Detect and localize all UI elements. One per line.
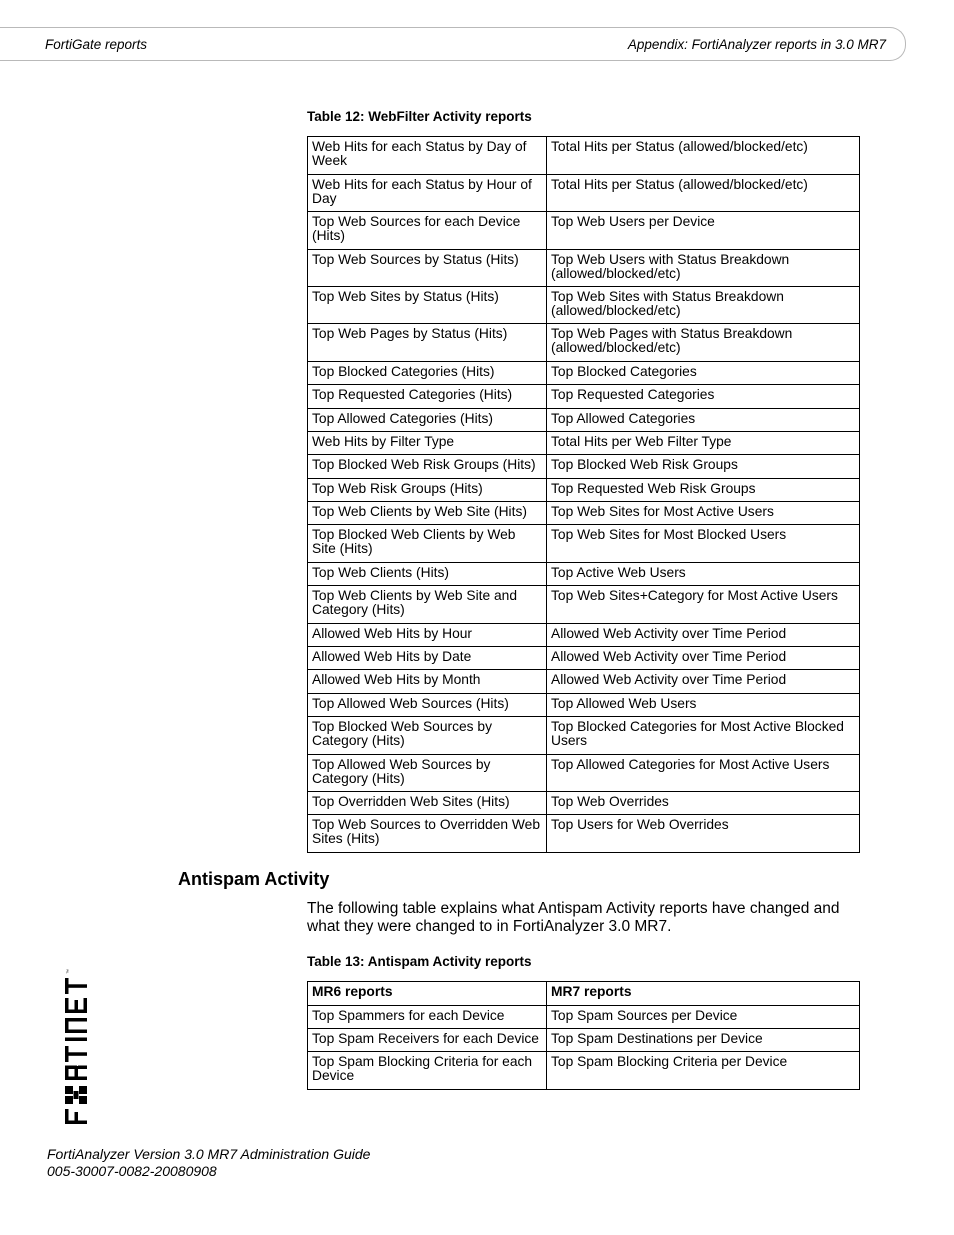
table-row [308,362,860,385]
table-row [308,175,860,212]
table-cell-new-report: Allowed Web Activity over Time Period [547,647,860,670]
table-cell-new-report: Total Hits per Status (allowed/blocked/etc) [547,137,860,175]
table-header-cell: MR7 reports [547,982,860,1006]
webfilter-reports-table [307,136,860,853]
table-row [308,586,860,624]
table-cell-old-report: Top Overridden Web Sites (Hits) [308,792,547,815]
table-cell-new-report: Top Blocked Categories [547,362,860,385]
table-header-row [308,982,860,1006]
table-cell-old-report: Allowed Web Hits by Month [308,670,547,694]
table-row [308,755,860,792]
table-header-cell: MR6 reports [308,982,547,1006]
table-cell-new-report: Top Web Sites for Most Blocked Users [547,525,860,563]
table-cell-old-report: Top Allowed Web Sources (Hits) [308,694,547,717]
table-cell-old-report: Top Blocked Categories (Hits) [308,362,547,385]
table13-caption: Table 13: Antispam Activity reports [307,954,532,969]
table-cell-old-report: Top Requested Categories (Hits) [308,385,547,409]
antispam-reports-table [307,981,860,1090]
table-cell-new-report: Top Web Overrides [547,792,860,815]
table-cell-new-report: Top Active Web Users [547,563,860,586]
table-row [308,409,860,432]
table-row [308,1006,860,1029]
table-cell-new-report: Allowed Web Activity over Time Period [547,624,860,647]
table-row [308,792,860,815]
table-cell-new-report: Top Users for Web Overrides [547,815,860,853]
table-row [308,137,860,175]
table-row [308,647,860,670]
table-cell-new-report: Top Allowed Categories for Most Active Users [547,755,860,792]
table-cell-old-report: Top Web Sources by Status (Hits) [308,250,547,287]
table-cell-new-report: Top Web Sites+Category for Most Active Users [547,586,860,624]
table-row [308,815,860,853]
table-cell-old-report: Top Web Sites by Status (Hits) [308,287,547,324]
table-cell-new-report: Top Requested Web Risk Groups [547,479,860,502]
table-row [308,670,860,694]
table-cell-old-report: Allowed Web Hits by Date [308,647,547,670]
fortinet-logo-icon [40,940,70,1126]
table-row [308,212,860,250]
table-cell-old-report: Top Web Clients by Web Site (Hits) [308,502,547,525]
header-section-name: FortiGate reports [45,37,148,52]
table-row [308,502,860,525]
table-cell-old-report: Allowed Web Hits by Hour [308,624,547,647]
table-cell-new-report: Top Web Sites with Status Breakdown (allowed/blocked/etc) [547,287,860,324]
table-cell-old-report: Top Allowed Web Sources by Category (Hits) [308,755,547,792]
table-cell-new-report: Top Requested Categories [547,385,860,409]
table-cell-new-report: Top Web Pages with Status Breakdown (allowed/blocked/etc) [547,324,860,362]
table-row [308,324,860,362]
table-row [308,1052,860,1090]
table-cell-new-report: Top Allowed Web Users [547,694,860,717]
footer-doc-title: FortiAnalyzer Version 3.0 MR7 Administration Guide [47,1146,371,1162]
table-cell-old-report: Top Web Pages by Status (Hits) [308,324,547,362]
table-cell-old-report: Top Web Sources to Overridden Web Sites (Hits) [308,815,547,853]
table-row [308,1029,860,1052]
table-cell-old-report: Top Spammers for each Device [308,1006,547,1029]
table-cell-new-report: Allowed Web Activity over Time Period [547,670,860,694]
table-row [308,250,860,287]
table-cell-new-report: Top Allowed Categories [547,409,860,432]
table-cell-new-report: Top Spam Destinations per Device [547,1029,860,1052]
footer-doc-number: 005-30007-0082-20080908 [47,1163,217,1179]
table-cell-new-report: Top Web Users with Status Breakdown (allowed/blocked/etc) [547,250,860,287]
table-cell-old-report: Top Spam Blocking Criteria for each Device [308,1052,547,1090]
table-cell-old-report: Top Web Clients by Web Site and Category (Hits) [308,586,547,624]
table-cell-old-report: Web Hits for each Status by Hour of Day [308,175,547,212]
table-cell-new-report: Top Web Sites for Most Active Users [547,502,860,525]
table-cell-old-report: Top Spam Receivers for each Device [308,1029,547,1052]
table-cell-new-report: Total Hits per Status (allowed/blocked/etc) [547,175,860,212]
table-cell-old-report: Top Allowed Categories (Hits) [308,409,547,432]
table-row [308,479,860,502]
table-row [308,385,860,409]
table-cell-new-report: Top Spam Sources per Device [547,1006,860,1029]
table-cell-old-report: Top Blocked Web Clients by Web Site (Hits) [308,525,547,563]
table-cell-old-report: Top Web Risk Groups (Hits) [308,479,547,502]
table12-caption: Table 12: WebFilter Activity reports [307,109,532,124]
table-row [308,525,860,563]
header-chapter-title: Appendix: FortiAnalyzer reports in 3.0 MR7 [627,37,886,52]
table-row [308,563,860,586]
table-cell-new-report: Top Web Users per Device [547,212,860,250]
table-cell-new-report: Top Blocked Categories for Most Active Blocked Users [547,717,860,755]
table-cell-new-report: Total Hits per Web Filter Type [547,432,860,455]
table-cell-old-report: Top Web Sources for each Device (Hits) [308,212,547,250]
antispam-intro-paragraph: The following table explains what Antispam Activity reports have changed and what they were changed to in FortiAnalyzer 3.0 MR7. [307,900,840,935]
table-cell-new-report: Top Blocked Web Risk Groups [547,455,860,479]
fortinet-logo [40,940,70,1126]
table-cell-old-report: Top Blocked Web Risk Groups (Hits) [308,455,547,479]
table-row [308,455,860,479]
svg-text:™: ™ [66,969,72,974]
table-cell-old-report: Top Web Clients (Hits) [308,563,547,586]
table-row [308,694,860,717]
table-row [308,287,860,324]
table-cell-old-report: Web Hits for each Status by Day of Week [308,137,547,175]
table-cell-old-report: Top Blocked Web Sources by Category (Hits) [308,717,547,755]
table-cell-new-report: Top Spam Blocking Criteria per Device [547,1052,860,1090]
table-row [308,624,860,647]
table-cell-old-report: Web Hits by Filter Type [308,432,547,455]
table-row [308,432,860,455]
section-title-antispam: Antispam Activity [178,869,330,889]
table-row [308,717,860,755]
